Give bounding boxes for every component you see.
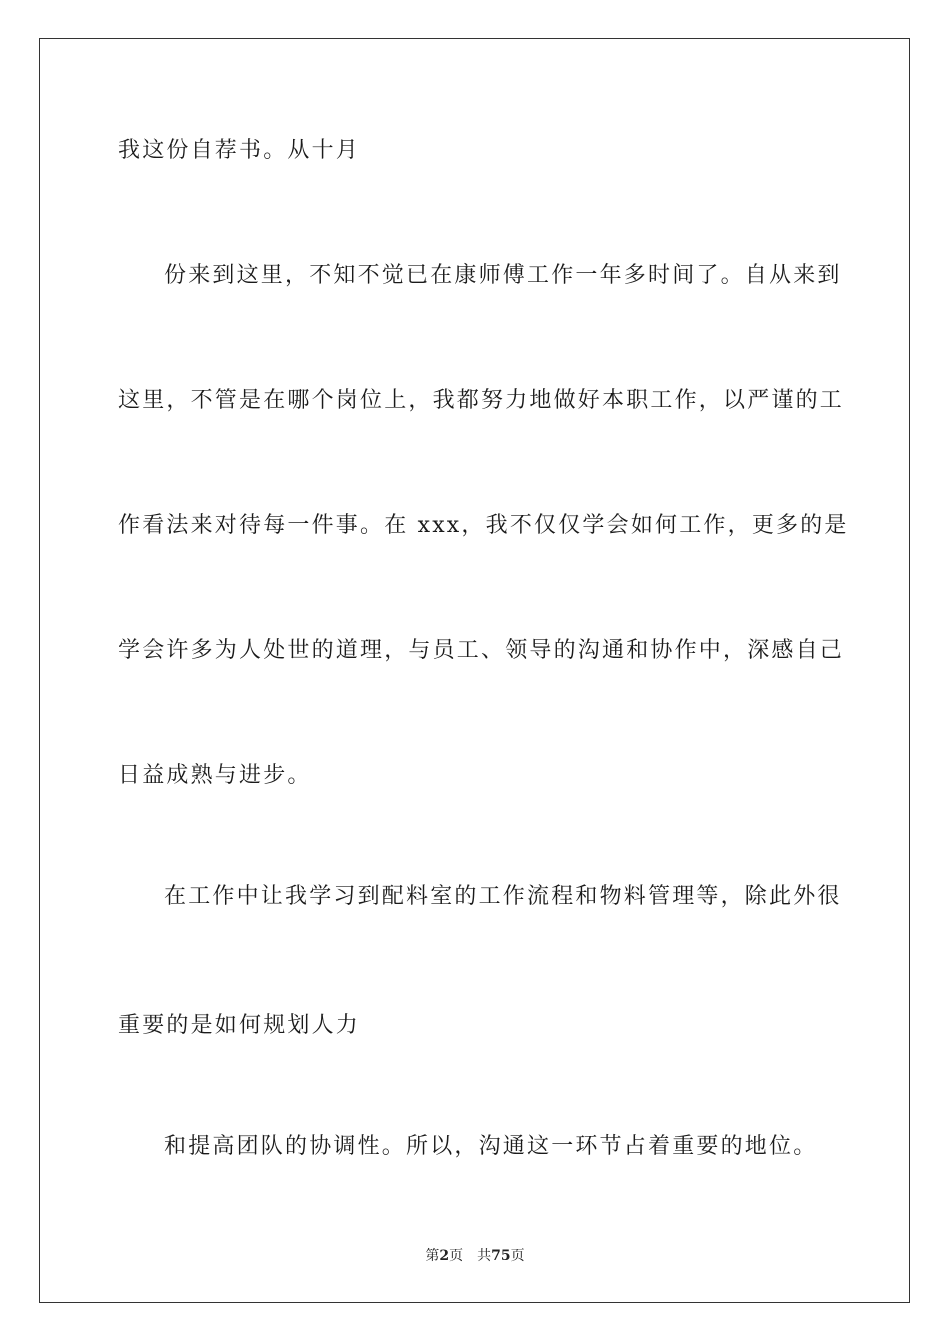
page-suffix: 页 [449,1248,464,1264]
total-prefix: 共 [477,1248,492,1264]
text-line-4: 作看法来对待每一件事。在 xxx，我不仅仅学会如何工作，更多的是 [118,513,849,538]
text-line-8: 重要的是如何规划人力 [118,1013,361,1038]
total-suffix: 页 [510,1248,525,1264]
page-number: 2 [439,1248,450,1264]
text-line-2: 份来到这里，不知不觉已在康师傅工作一年多时间了。自从来到 [164,263,842,288]
text-line-1: 我这份自荐书。从十月 [118,138,361,163]
text-line-7: 在工作中让我学习到配料室的工作流程和物料管理等，除此外很 [164,884,842,909]
text-line-3: 这里，不管是在哪个岗位上，我都努力地做好本职工作，以严谨的工 [118,388,845,413]
page-prefix: 第 [425,1248,440,1264]
text-line-9: 和提高团队的协调性。所以，沟通这一环节占着重要的地位。 [164,1134,818,1159]
page-border [39,38,910,1303]
total-pages: 75 [491,1248,511,1264]
text-line-5: 学会许多为人处世的道理，与员工、领导的沟通和协作中，深感自己 [118,638,845,663]
text-line-6: 日益成熟与进步。 [118,763,312,788]
page-footer [0,1246,950,1266]
